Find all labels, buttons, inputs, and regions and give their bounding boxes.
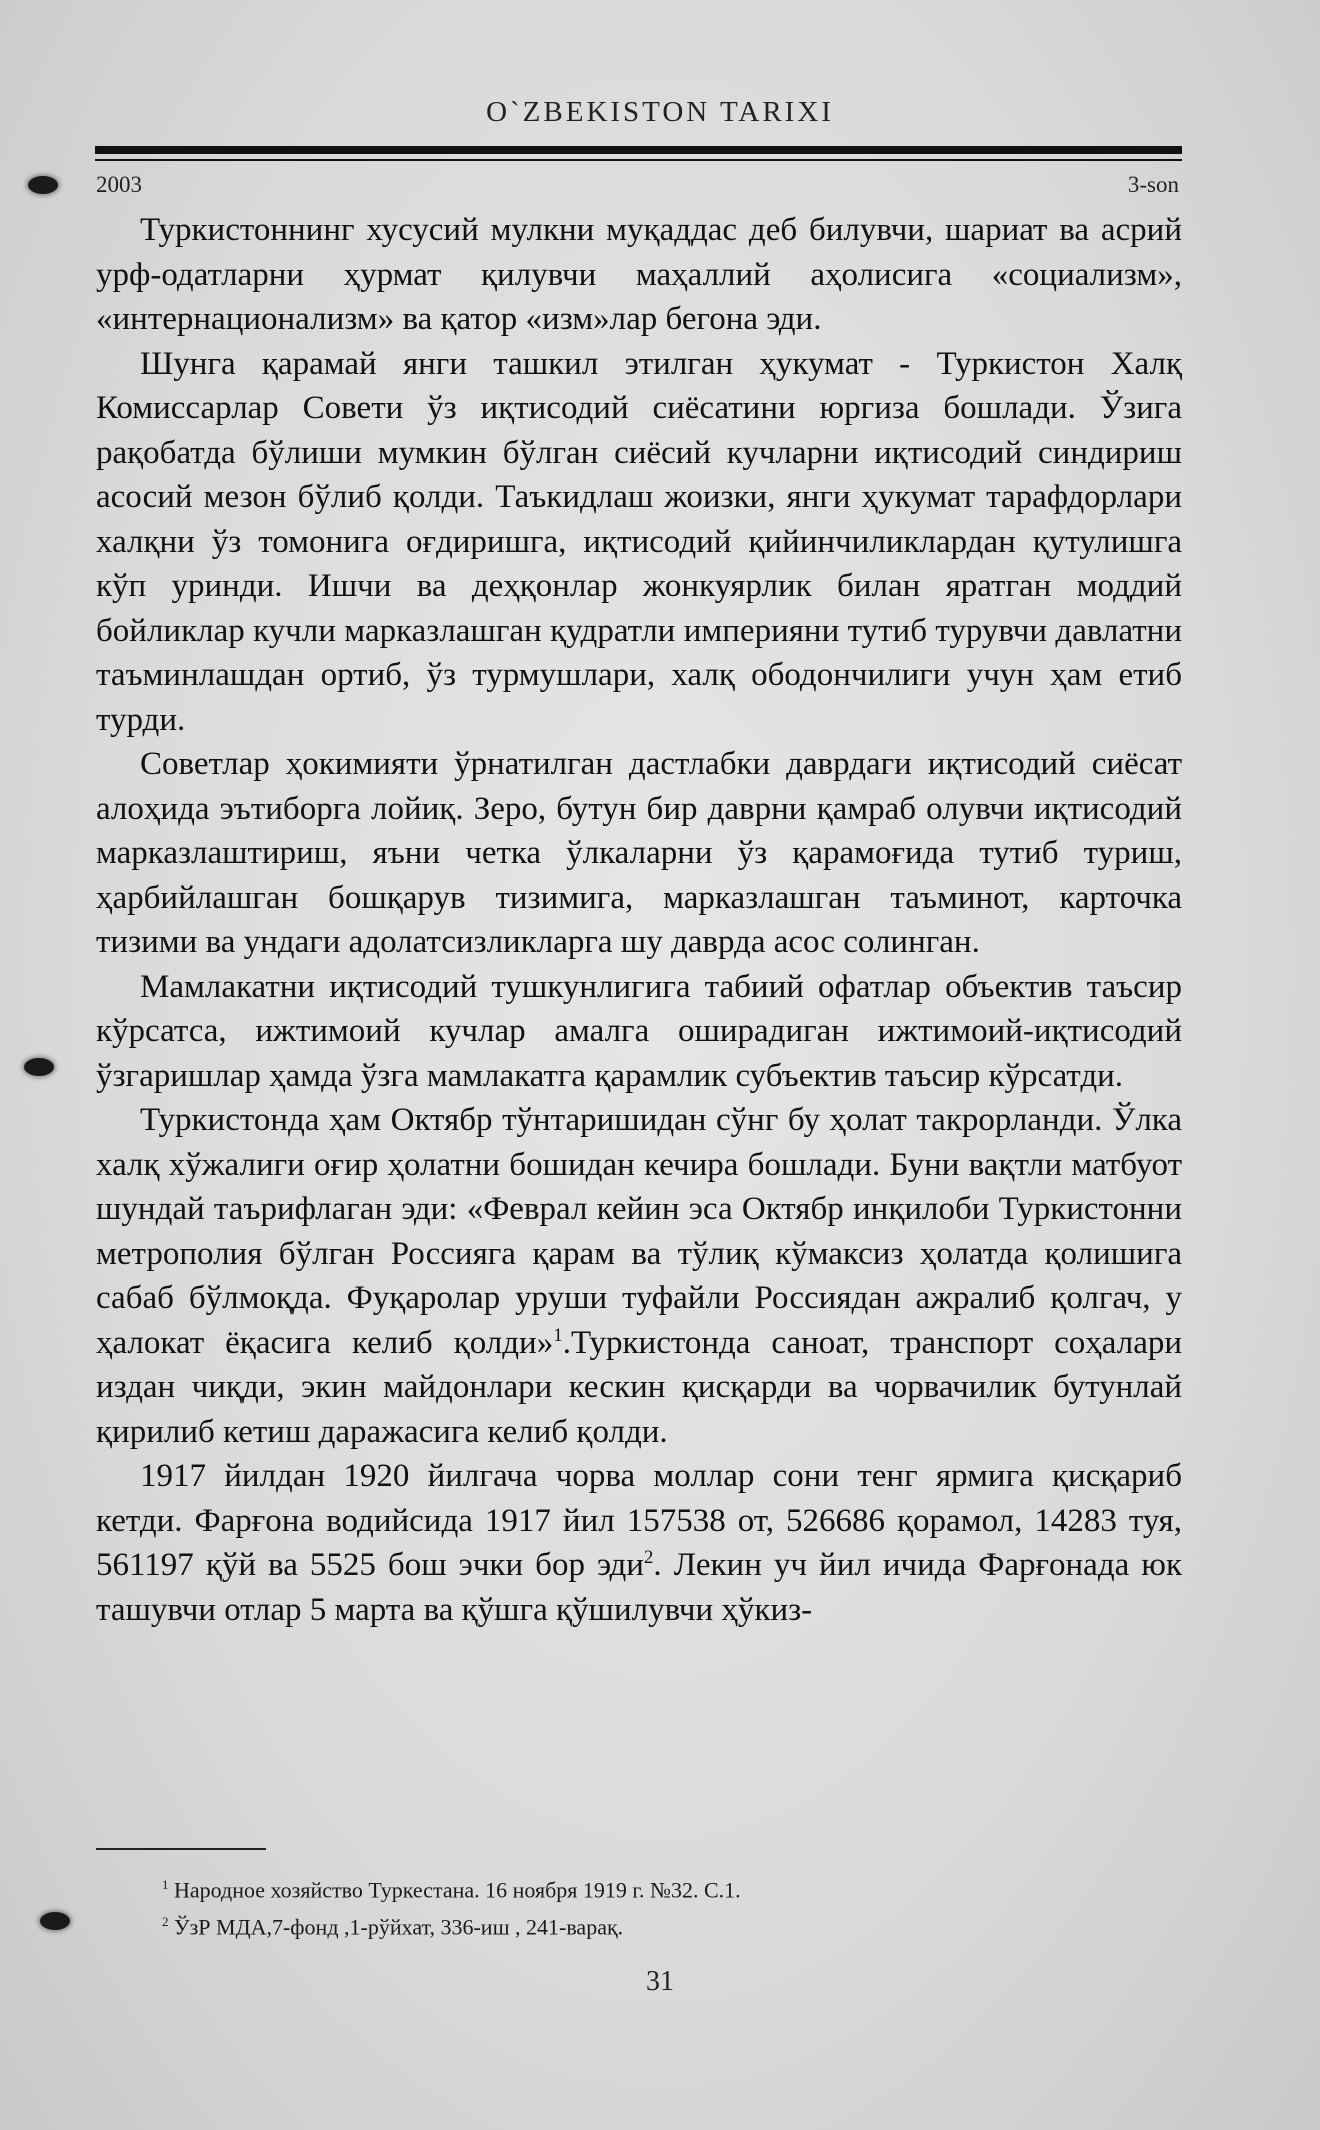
footnote-mark: 2 — [643, 1547, 654, 1568]
paragraph — [96, 1454, 1182, 1632]
article-body — [96, 208, 1182, 1632]
paragraph — [96, 1098, 1182, 1454]
paragraph-text: . Лекин уч йил ичида Фарғонада юк ташувчи отлар 5 марта ва қўшга қўшилувчи ҳўкиз- — [96, 1547, 1182, 1628]
paragraph-text: .Туркистонда саноат, транспорт соҳалари издан чиқди, экин майдонлари кескин қисқарди ва чорвачилик бутунлай қирилиб кетиш даражасига келиб қолди. — [96, 1324, 1183, 1450]
binding-hole — [24, 1058, 54, 1076]
footnote-text: Народное хозяйство Туркестана. 16 ноября 1919 г. №32. С.1. — [174, 1877, 741, 1903]
paragraph-text: Туркистонда ҳам Октябр тўнтаришидан сўнг бу ҳолат такрорланди. Ўлка халқ хўжалиги оғир ҳолатни бошидан кечира бошлади. Буни вақтли матбуот шундай таърифлаган эди: «Феврал кейин эса Октябр инқилоби Туркистонни метрополия бўлган Россияга қарам ва тўлиқ кўмаксиз ҳолатда қолишига сабаб бўлмоқда. Фуқаролар уруши туфайли Россиядан ажралиб қолгач, у ҳалокат ёқасига келиб қолди» — [96, 1102, 1182, 1361]
header-rule-thin — [95, 159, 1182, 161]
footnotes — [96, 1869, 1096, 1944]
footnote-number: 2 — [162, 1914, 169, 1930]
paragraph: Советлар ҳокимияти ўрнатилган дастлабки даврдаги иқтисодий сиёсат алоҳида эътиборга лойиқ. Зеро, бутун бир даврни қамраб олувчи иқтисодий марказлаштириш, яъни четка ўлкаларни ўз қарамоғида тутиб туриш, ҳарбийлашган бошқарув тизимига, марказлашган таъминот, карточка тизими ва ундаги адолатсизликларга шу даврда асос солинган. — [96, 746, 1182, 960]
paragraph-text: 1917 йилдан 1920 йилгача чорва моллар сони тенг ярмига қисқариб кетди. Фарғона водийсида 1917 йил 157538 от, 526686 қорамол, 14283 туя, 561197 қўй ва 5525 бош эчки бор эди — [96, 1458, 1182, 1583]
footnote-separator — [96, 1848, 266, 1850]
paragraph: Мамлакатни иқтисодий тушкунлигига табиий офатлар объектив таъсир кўрсатса, ижтимоий кучлар амалга оширадиган ижтимоий-иқтисодий ўзгаришлар ҳамда ўзга мамлакатга қарамлик субъектив таъсир кўрсатди. — [96, 968, 1182, 1094]
footnote — [96, 1869, 1096, 1906]
binding-hole — [40, 1912, 70, 1930]
footnote-number: 1 — [162, 1877, 169, 1892]
footnote-mark: 1 — [553, 1324, 563, 1346]
binding-hole — [28, 176, 58, 194]
header-rule-thick — [95, 146, 1182, 154]
paragraph: Туркистоннинг хусусий мулкни муқаддас деб билувчи, шариат ва асрий урф-одатларни ҳурмат қилувчи маҳаллий аҳолисига «социализм», «интернационализм» ва қатор «изм»лар бегона эди. — [96, 212, 1182, 337]
footnote — [96, 1906, 1096, 1943]
paragraph: Шунга қарамай янги ташкил этилган ҳукумат - Туркистон Халқ Комиссарлар Совети ўз иқтисодий сиёсатини юргиза бошлади. Ўзига рақобатда бўлиши мумкин бўлган сиёсий кучларни иқтисодий синдириш асосий мезон бўлиб қолди. Таъкидлаш жоизки, янги ҳукумат тарафдорлари халқни ўз томонига оғдиришга, иқтисодий қийинчиликлардан қутулишга кўп уринди. Ишчи ва деҳқонлар жонкуярлик билан яратган моддий бойликлар кучли марказлашган қудратли империяни тутиб турувчи давлатни таъминлашдан ортиб, ўз турмушлари, халқ ободончилиги учун ҳам етиб турди. — [96, 345, 1182, 738]
footnote-text: ЎзР МДА,7-фонд ,1-рўйхат, 336-иш , 241-варақ. — [174, 1914, 624, 1940]
page-number: 31 — [646, 1966, 674, 1997]
issue-year: 2003 — [96, 172, 142, 197]
issue-number: 3-son — [1127, 172, 1179, 197]
journal-title: O`ZBEKISTON TARIXI — [486, 96, 834, 128]
